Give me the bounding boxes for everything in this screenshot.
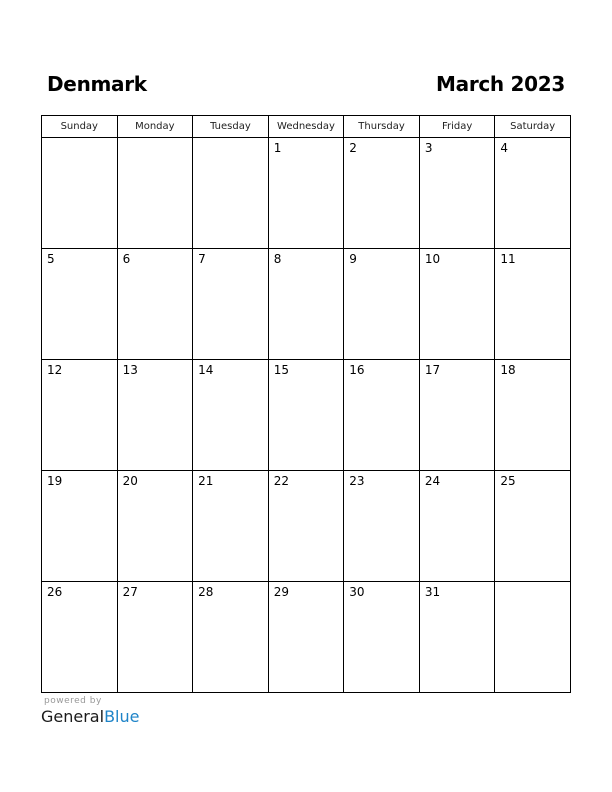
day-number: 17	[424, 363, 441, 377]
day-cell[interactable]	[42, 360, 118, 471]
day-number: 23	[349, 474, 365, 488]
day-cell[interactable]	[495, 138, 571, 249]
day-cell[interactable]	[117, 360, 193, 471]
brand-general: General	[41, 707, 105, 726]
day-number: 20	[122, 474, 138, 488]
day-number: 9	[349, 252, 357, 266]
day-cell[interactable]	[193, 360, 269, 471]
day-cell[interactable]	[268, 249, 344, 360]
day-cell[interactable]	[268, 471, 344, 582]
footer-branding	[41, 696, 139, 726]
day-cell[interactable]	[419, 582, 495, 693]
weekday-sunday: Sunday	[42, 116, 118, 138]
day-number: 31	[424, 585, 441, 599]
day-number: 12	[47, 363, 63, 377]
day-number: 11	[500, 252, 516, 266]
day-cell[interactable]	[495, 249, 571, 360]
calendar-grid	[41, 115, 571, 693]
weekday-tuesday: Tuesday	[193, 116, 269, 138]
day-number	[193, 138, 268, 141]
day-cell[interactable]	[495, 360, 571, 471]
day-cell[interactable]	[117, 249, 193, 360]
day-number	[118, 138, 193, 141]
day-number: 10	[424, 252, 441, 266]
powered-by-text: powered by	[44, 696, 102, 706]
weekday-friday: Friday	[419, 116, 495, 138]
day-number: 19	[47, 474, 63, 488]
day-cell[interactable]	[268, 360, 344, 471]
day-cell[interactable]	[42, 249, 118, 360]
day-number: 28	[198, 585, 214, 599]
day-cell[interactable]	[193, 249, 269, 360]
day-number: 30	[349, 585, 365, 599]
weekday-wednesday: Wednesday	[268, 116, 344, 138]
day-number: 24	[424, 474, 441, 488]
country-title: Denmark	[47, 72, 147, 96]
day-cell[interactable]	[419, 471, 495, 582]
day-number: 21	[198, 474, 214, 488]
weekday-saturday: Saturday	[495, 116, 571, 138]
day-number: 29	[273, 585, 289, 599]
day-cell[interactable]	[344, 582, 420, 693]
weekday-thursday: Thursday	[344, 116, 420, 138]
day-number: 22	[273, 474, 289, 488]
day-number: 3	[424, 141, 433, 155]
week-row	[42, 249, 571, 360]
day-cell[interactable]	[42, 471, 118, 582]
day-cell[interactable]	[419, 360, 495, 471]
day-number: 6	[122, 252, 131, 266]
day-cell[interactable]	[344, 138, 420, 249]
day-number: 1	[273, 141, 282, 155]
generalblue-logo[interactable]	[41, 707, 139, 726]
week-row	[42, 360, 571, 471]
day-number: 18	[500, 363, 516, 377]
day-cell[interactable]	[344, 471, 420, 582]
empty-day-cell	[495, 582, 571, 693]
day-number: 16	[349, 363, 365, 377]
day-cell[interactable]	[419, 249, 495, 360]
day-cell[interactable]	[344, 249, 420, 360]
empty-day-cell	[42, 138, 118, 249]
day-cell[interactable]	[495, 471, 571, 582]
day-number: 8	[273, 252, 282, 266]
day-number: 5	[47, 252, 55, 266]
day-cell[interactable]	[193, 471, 269, 582]
brand-blue: Blue	[104, 707, 140, 726]
day-number: 13	[122, 363, 138, 377]
day-cell[interactable]	[268, 582, 344, 693]
day-number	[42, 138, 117, 141]
day-number: 15	[273, 363, 289, 377]
empty-day-cell	[117, 138, 193, 249]
day-number: 7	[198, 252, 206, 266]
day-number: 14	[198, 363, 214, 377]
day-number: 4	[500, 141, 509, 155]
weekday-monday: Monday	[117, 116, 193, 138]
day-cell[interactable]	[117, 582, 193, 693]
day-cell[interactable]	[117, 471, 193, 582]
day-number	[495, 582, 570, 585]
week-row	[42, 138, 571, 249]
day-number: 2	[349, 141, 357, 155]
day-number: 25	[500, 474, 516, 488]
weekday-header-row	[42, 116, 571, 138]
day-number: 26	[47, 585, 63, 599]
month-year-title: March 2023	[436, 72, 565, 96]
week-row	[42, 582, 571, 693]
empty-day-cell	[193, 138, 269, 249]
day-cell[interactable]	[419, 138, 495, 249]
day-number: 27	[122, 585, 138, 599]
day-cell[interactable]	[344, 360, 420, 471]
week-row	[42, 471, 571, 582]
day-cell[interactable]	[268, 138, 344, 249]
day-cell[interactable]	[42, 582, 118, 693]
day-cell[interactable]	[193, 582, 269, 693]
